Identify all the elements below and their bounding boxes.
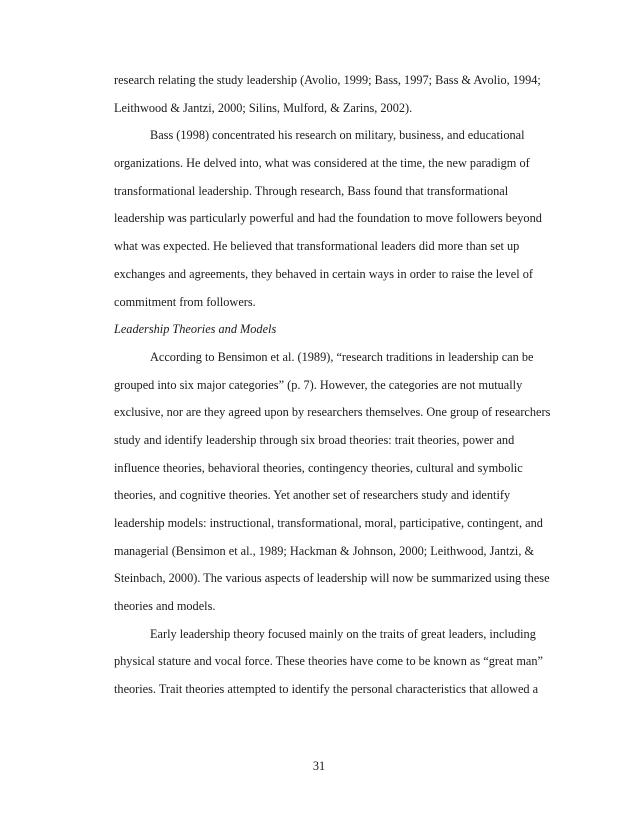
text-line: commitment from followers. — [114, 294, 256, 309]
text-line: exclusive, nor are they agreed upon by researchers themselves. One group of researchers — [114, 405, 551, 420]
text-line: grouped into six major categories” (p. 7). However, the categories are not mutually — [114, 377, 523, 392]
text-line: research relating the study leadership (Avolio, 1999; Bass, 1997; Bass & Avolio, 1994; — [114, 73, 541, 87]
text-line: exchanges and agreements, they behaved in certain ways in order to raise the level of — [114, 266, 533, 281]
text-line: leadership was particularly powerful and had the foundation to move followers beyond — [114, 211, 542, 226]
text-line: managerial (Bensimon et al., 1989; Hackman & Johnson, 2000; Leithwood, Jantzi, & — [114, 543, 535, 558]
text-line: Steinbach, 2000). The various aspects of leadership will now be summarized using these — [114, 571, 550, 586]
text-line: theories. Trait theories attempted to identify the personal characteristics that allowed a — [114, 682, 539, 697]
text-line: theories and models. — [114, 599, 216, 614]
page-number: 31 — [312, 759, 326, 773]
body-text — [114, 67, 574, 704]
text-line: influence theories, behavioral theories, contingency theories, cultural and symbolic — [114, 460, 523, 475]
text-line: physical stature and vocal force. These theories have come to be known as “great man” — [114, 654, 543, 669]
text-line: what was expected. He believed that transformational leaders did more than set up — [114, 239, 520, 254]
text-line: leadership models: instructional, transformational, moral, participative, contingent, and — [114, 516, 543, 530]
paragraph-start-line: Bass (1998) concentrated his research on military, business, and educational — [150, 128, 525, 143]
paragraph-start-line: According to Bensimon et al. (1989), “research traditions in leadership can be — [150, 349, 534, 364]
text-line: study and identify leadership through six broad theories: trait theories, power and — [114, 432, 515, 447]
paragraph-start-line: Early leadership theory focused mainly on the traits of great leaders, including — [150, 626, 536, 641]
text-line: Leithwood & Jantzi, 2000; Silins, Mulford, & Zarins, 2002). — [114, 100, 413, 115]
text-line: transformational leadership. Through research, Bass found that transformational — [114, 183, 509, 198]
section-heading: Leadership Theories and Models — [114, 322, 277, 337]
text-line: theories, and cognitive theories. Yet another set of researchers study and identify — [114, 488, 511, 503]
text-line: organizations. He delved into, what was considered at the time, the new paradigm of — [114, 156, 530, 171]
